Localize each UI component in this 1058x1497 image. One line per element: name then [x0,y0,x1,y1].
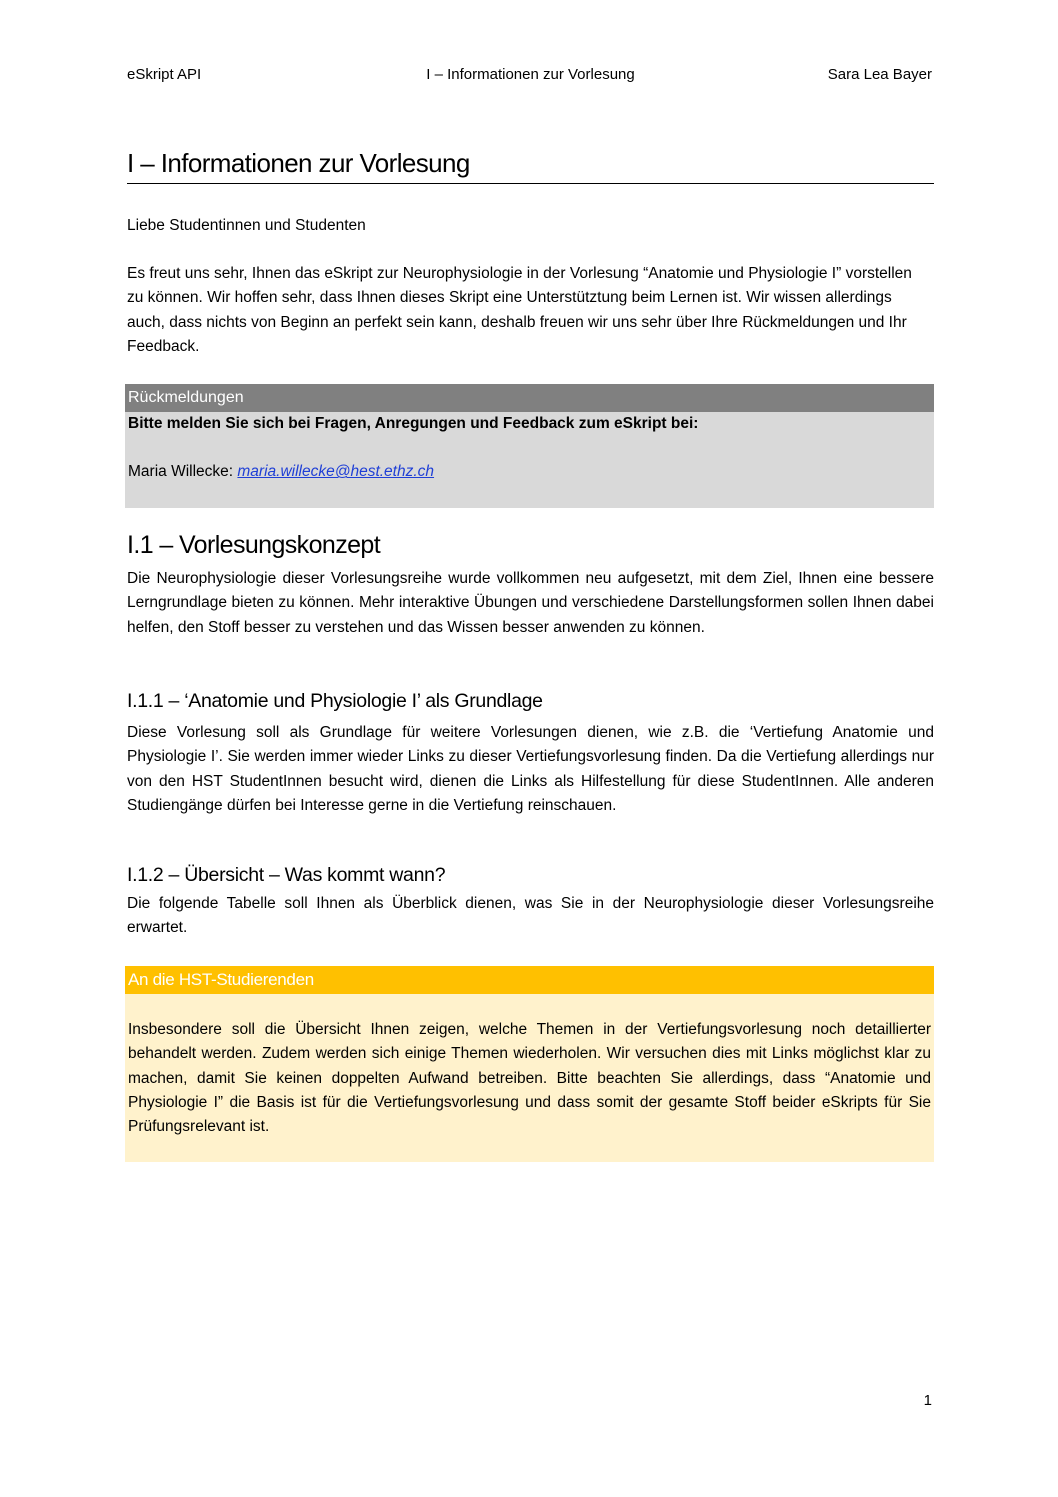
contact-email-link[interactable]: maria.willecke@hest.ethz.ch [237,463,435,481]
page-header [127,66,934,88]
feedback-box-heading: Rückmeldungen [125,384,934,412]
header-right: Sara Lea Bayer [827,66,932,83]
hst-box-text: Insbesondere soll die Übersicht Ihnen zeigen, welche Themen in der Vertiefungsvorlesung noch detaillierter behandelt werden. Zudem werden sich einige Themen wiederholen. Wir versuchen dies mit Links möglichst klar zu machen, damit Sie keinen doppelten Aufwand betreiben. Bitte beachten Sie allerdings, dass “Anatomie und Physiologie I” die Basis ist für die Vertiefungsvorlesung und dass somit der gesamte Stoff beider eSkripts für Sie Prüfungsrelevant ist. [128,1021,931,1136]
section-heading-vorlesungskonzept: I.1 – Vorlesungskonzept [127,531,381,559]
contact-name: Maria Willecke: [128,463,238,481]
greeting: Liebe Studentinnen und Studenten [127,217,366,234]
feedback-box [125,384,934,508]
feedback-box-bold-line: Bitte melden Sie sich bei Fragen, Anregungen und Feedback zum eSkript bei: [128,415,699,432]
section-heading-grundlage: I.1.1 – ‘Anatomie und Physiologie I’ als Grundlage [127,690,543,712]
hst-box-heading: An die HST-Studierenden [125,966,934,994]
section-heading-uebersicht: I.1.2 – Übersicht – Was kommt wann? [127,864,446,886]
section-text-grundlage: Diese Vorlesung soll als Grundlage für weitere Vorlesungen dienen, wie z.B. die ‘Vertiefung Anatomie und Physiologie I’. Sie werden immer wieder Links zu dieser Vertiefungsvorlesung finden. Da die Vertiefung allerdings nur von den HST StudentInnen besucht wird, dienen die Links als Hilfestellung für diese StudentInnen. Alle anderen Studiengänge dürfen bei Interesse gerne in die Vertiefung reinschauen. [127,724,934,814]
header-left: eSkript API [127,66,202,83]
document-page [127,0,934,1497]
section-text-vorlesungskonzept: Die Neurophysiologie dieser Vorlesungsreihe wurde vollkommen neu aufgesetzt, mit dem Ziel, Ihnen eine bessere Lerngrundlage bieten zu können. Mehr interaktive Übungen und verschiedene Darstellungsformen sollen Ihnen dabei helfen, den Stoff besser zu verstehen und das Wissen besser anwenden zu können. [127,570,934,636]
header-center: I – Informationen zur Vorlesung [426,66,635,83]
intro-paragraph: Es freut uns sehr, Ihnen das eSkript zur Neurophysiologie in der Vorlesung “Anatomie und Physiologie I” vorstellen zu können. Wir hoffen sehr, dass Ihnen dieses Skript eine Unterstütztung beim Lernen ist. Wir wissen allerdings auch, dass nichts von Beginn an perfekt sein kann, deshalb freuen wir uns sehr über Ihre Rückmeldungen und Ihr Feedback. [127,265,912,355]
page-title: I – Informationen zur Vorlesung [127,148,934,184]
page-number: 1 [923,1392,932,1409]
section-text-uebersicht: Die folgende Tabelle soll Ihnen als Überblick dienen, was Sie in der Neurophysiologie dieser Vorlesungsreihe erwartet. [127,895,934,937]
hst-box [125,966,934,1162]
